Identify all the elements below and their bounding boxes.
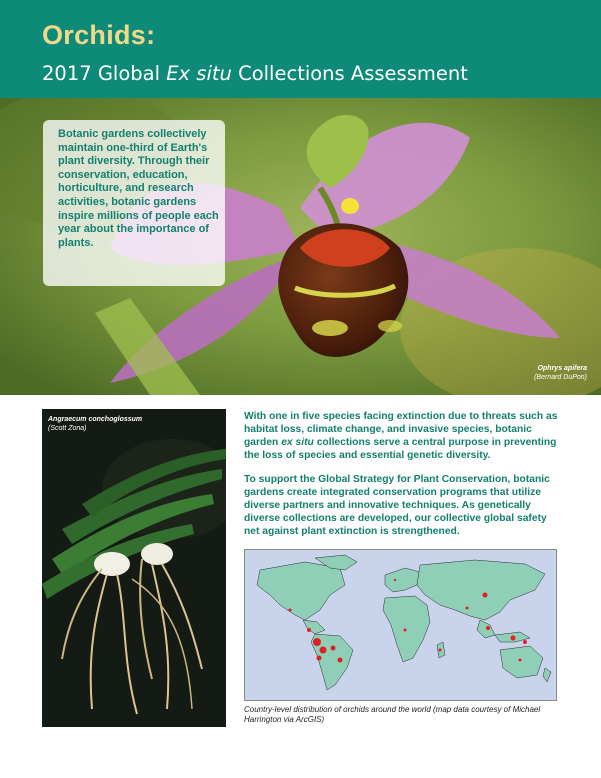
map-marker [313,638,321,646]
hero-photo-caption [534,364,587,382]
body-paragraph-2: To support the Global Strategy for Plant Conservation, botanic gardens create integrated conservation programs that utilize diverse partners and innovative techniques. As genetically diverse collections are developed, our collective global safety net against plant extinction is strengthened. [244,474,550,537]
map-marker [394,579,396,581]
map-marker [307,628,311,632]
angraecum-species-name: Angraecum conchoglossum [48,416,143,423]
body-paragraph-1 [244,410,562,462]
page-subtitle [42,62,468,85]
header-banner [0,0,601,98]
world-map-graphic [245,550,556,700]
angraecum-photo-credit: (Scott Zona) [48,424,87,432]
map-marker [320,647,327,654]
map-marker [289,609,292,612]
angraecum-illustration [42,409,226,727]
map-marker [331,646,336,651]
map-marker [338,658,343,663]
map-marker [466,607,469,610]
hero-species-name: Ophrys apifera [537,365,587,372]
map-marker [317,656,322,661]
intro-text: Botanic gardens collectively maintain one-third of Earth's plant diversity. Through their conservation, education, horticulture, and research activities, botanic gardens inspire millions of people each year about the importance of plants. [58,128,219,249]
body-p1-post: collections serve a central purpose in preventing the loss of species and essential genetic diversity. [244,437,557,461]
map-marker [511,636,516,641]
body-p1-pre: With one in five species facing extinction due to threats such as habitat loss, climate change, and invasive species, botanic garden [244,411,558,448]
hero-photo-credit: (Bernard DuPon) [534,374,587,381]
map-marker [439,649,442,652]
map-marker [523,640,527,644]
map-marker [486,626,490,630]
map-marker [483,593,488,598]
map-marker [519,659,522,662]
map-caption: Country-level distribution of orchids around the world (map data courtesy of Michael Harrington via ArcGIS) [244,705,541,724]
world-distribution-map [244,549,557,701]
angraecum-photo [42,409,226,727]
subtitle-prefix: 2017 Global [42,62,167,85]
body-p1-italic: ex situ [281,437,314,448]
subtitle-italic: Ex situ [166,62,232,85]
subtitle-suffix: Collections Assessment [231,62,468,85]
page-title: Orchids: [42,20,156,50]
map-marker [404,629,407,632]
angraecum-caption [48,416,142,433]
